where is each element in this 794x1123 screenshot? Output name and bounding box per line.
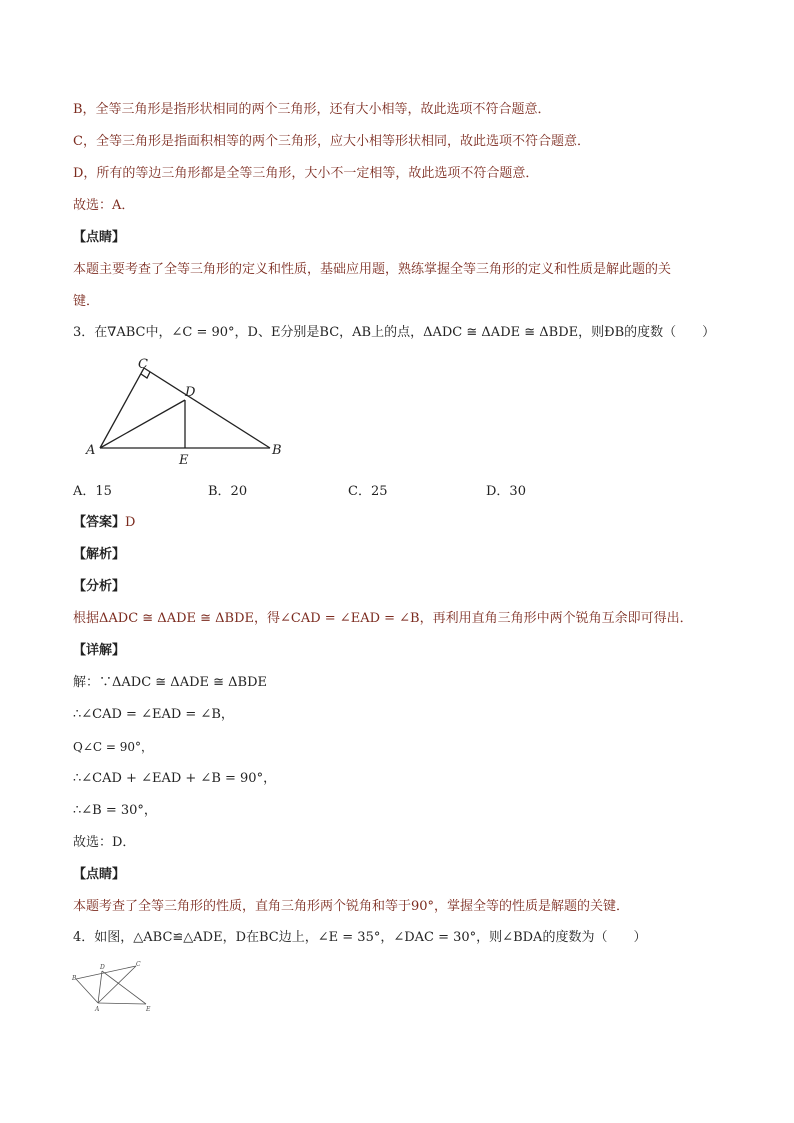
option-d-explanation: D，所有的等边三角形都是全等三角形，大小不一定相等，故此选项不符合题意． bbox=[73, 166, 539, 181]
q3-dianjing-text: 本题考查了全等三角形的性质，直角三角形两个锐角和等于90°，掌握全等的性质是解题的关键． bbox=[73, 899, 630, 914]
step-1: 解：∵ΔADC ≅ ΔADE ≅ ΔBDE bbox=[73, 675, 268, 690]
step-6: 故选：D． bbox=[73, 835, 136, 850]
label-d: D bbox=[185, 385, 196, 400]
step-3: Q∠C = 90°， bbox=[73, 740, 154, 754]
label-c: C bbox=[136, 961, 141, 968]
answer-value: D bbox=[125, 515, 136, 530]
q3-triangle-figure bbox=[80, 352, 300, 472]
label-b: B bbox=[72, 975, 77, 982]
q4-stem: 4．如图，△ABC≌△ADE，D在BC边上，∠E = 35°，∠DAC = 30°，则∠BDA的度数为（ ） bbox=[73, 930, 647, 945]
dianjing-text-line1: 本题主要考查了全等三角形的定义和性质，基础应用题，熟练掌握全等三角形的定义和性质是解此题的关 bbox=[73, 262, 672, 277]
edge-ba bbox=[76, 979, 98, 1003]
step-2: ∴∠CAD = ∠EAD = ∠B， bbox=[73, 707, 234, 722]
label-d: D bbox=[100, 964, 105, 971]
label-e: E bbox=[146, 1006, 151, 1013]
q4-triangle-figure bbox=[70, 960, 160, 1016]
dianjing-heading: 【点睛】 bbox=[73, 230, 126, 245]
q3-option-d: D．30 bbox=[486, 484, 526, 499]
answer-heading: 【答案】 bbox=[73, 515, 126, 530]
option-b-explanation: B，全等三角形是指形状相同的两个三角形，还有大小相等，故此选项不符合题意． bbox=[73, 102, 551, 117]
edge-de bbox=[102, 971, 146, 1004]
edge-ad bbox=[98, 971, 102, 1003]
label-e: E bbox=[179, 453, 189, 468]
fenxi-text: 根据ΔADC ≅ ΔADE ≅ ΔBDE，得∠CAD = ∠EAD = ∠B，再利用直角三角形中两个锐角互余即可得出． bbox=[73, 611, 693, 626]
label-a: A bbox=[86, 443, 96, 458]
dianjing-text-line2: 键． bbox=[73, 294, 100, 309]
label-a: A bbox=[95, 1006, 100, 1013]
step-5: ∴∠B = 30°， bbox=[73, 803, 157, 818]
q3-option-a: A．15 bbox=[73, 484, 112, 499]
jiexi-heading: 【解析】 bbox=[73, 547, 126, 562]
edge-bc bbox=[76, 966, 136, 979]
q3-answer bbox=[73, 514, 734, 532]
choose-answer: 故选：A． bbox=[73, 198, 135, 213]
q3-stem: 3．在∇ABC中，∠C = 90°，D、E分别是BC，AB上的点，ΔADC ≅ ΔADE ≅ ΔBDE，则ÐB的度数（ ） bbox=[73, 325, 716, 340]
q3-dianjing-heading: 【点睛】 bbox=[73, 867, 126, 882]
q3-option-c: C．25 bbox=[348, 484, 388, 499]
right-angle-mark bbox=[141, 372, 150, 378]
edge-cb bbox=[144, 368, 270, 448]
q3-option-b: B．20 bbox=[208, 484, 248, 499]
label-b: B bbox=[272, 443, 282, 458]
fenxi-heading: 【分析】 bbox=[73, 579, 126, 594]
edge-ac bbox=[98, 966, 136, 1003]
label-c: C bbox=[138, 357, 148, 372]
xiangjie-heading: 【详解】 bbox=[73, 643, 126, 658]
edge-ae bbox=[98, 1003, 146, 1004]
option-c-explanation: C，全等三角形是指面积相等的两个三角形，应大小相等形状相同，故此选项不符合题意． bbox=[73, 134, 590, 149]
step-4: ∴∠CAD + ∠EAD + ∠B = 90°， bbox=[73, 771, 277, 786]
